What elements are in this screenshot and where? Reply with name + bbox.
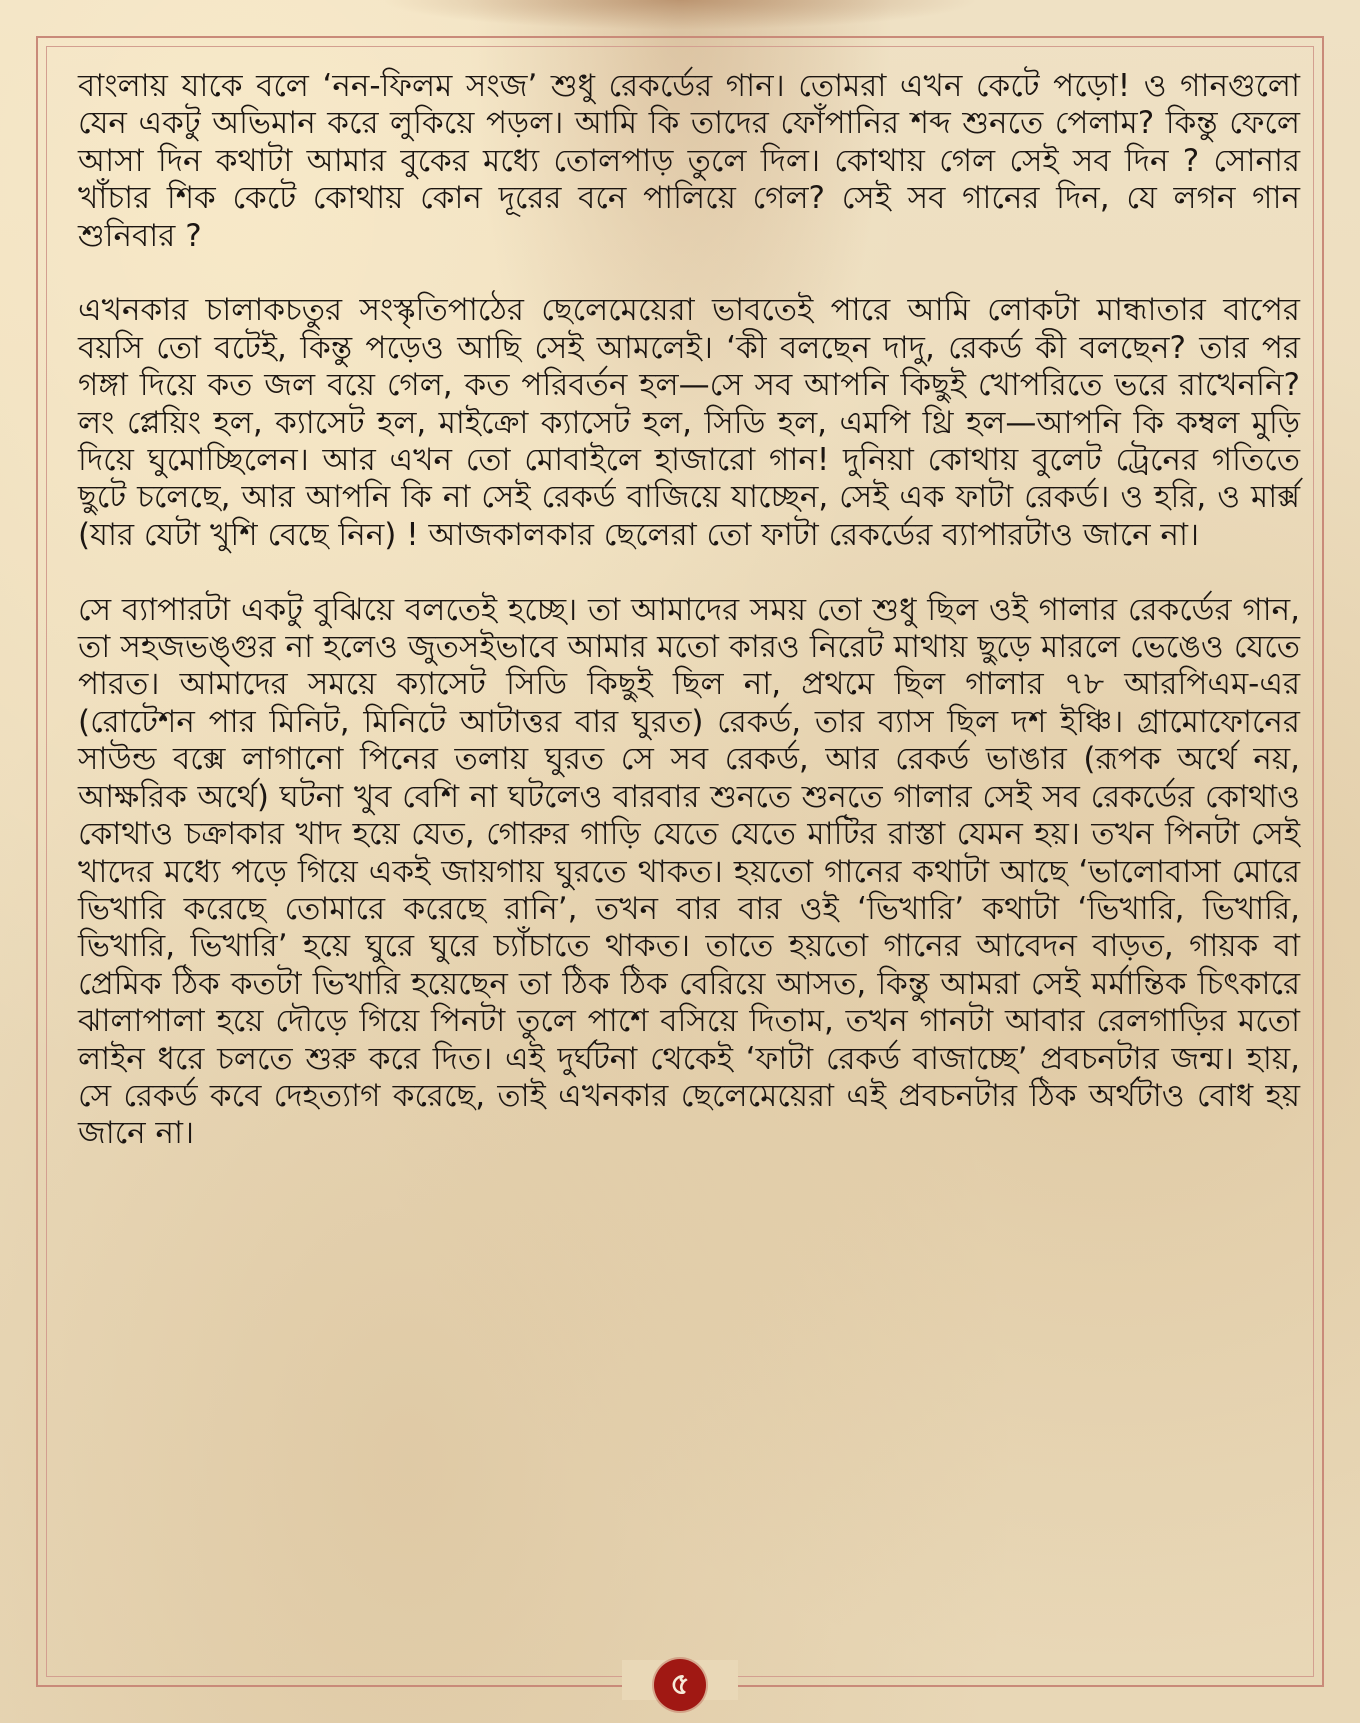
paragraph-1: বাংলায় যাকে বলে ‘নন-ফিলম সংজ’ শুধু রেকর্ডের গান। তোমরা এখন কেটে পড়ো! ও গানগুলো যেন একটু অভিমান করে লুকিয়ে পড়ল। আমি কি তাদের ফোঁপানির শব্দ শুনতে পেলাম? কিন্তু ফেলে আসা দিন কথাটা আমার বুকের মধ্যে তোলপাড় তুলে দিল। কোথায় গেল সেই সব দিন ? সোনার খাঁচার শিক কেটে কোথায় কোন দূরের বনে পালিয়ে গেল? সেই সব গানের দিন, যে লগন গান শুনিবার ? — [78, 68, 1300, 254]
paper-stain — [380, 0, 980, 30]
paragraph-2: এখনকার চালাকচতুর সংস্কৃতিপাঠের ছেলেমেয়েরা ভাবতেই পারে আমি লোকটা মান্ধাতার বাপের বয়সি তো বটেই, কিন্তু পড়েও আছি সেই আমলেই। ‘কী বলছেন দাদু, রেকর্ড কী বলছেন? তার পর গঙ্গা দিয়ে কত জল বয়ে গেল, কত পরিবর্তন হল—সে সব আপনি কিছুই খোপরিতে ভরে রাখেননি? লং প্লেয়িং হল, ক্যাসেট হল, মাইক্রো ক্যাসেট হল, সিডি হল, এমপি থ্রি হল—আপনি কি কম্বল মুড়ি দিয়ে ঘুমোচ্ছিলেন। আর এখন তো মোবাইলে হাজারো গান! দুনিয়া কোথায় বুলেট ট্রেনের গতিতে ছুটে চলেছে, আর আপনি কি না সেই রেকর্ড বাজিয়ে যাচ্ছেন, সেই এক ফাটা রেকর্ড। ও হরি, ও মার্ক্স (যার যেটা খুশি বেছে নিন) ! আজকালকার ছেলেরা তো ফাটা রেকর্ডের ব্যাপারটাও জানে না। — [78, 292, 1300, 553]
article-body — [78, 68, 1300, 1190]
page-number: ৫ — [654, 1659, 706, 1711]
paragraph-3: সে ব্যাপারটা একটু বুঝিয়ে বলতেই হচ্ছে। তা আমাদের সময় তো শুধু ছিল ওই গালার রেকর্ডের গান, তা সহজভঙ্গুর না হলেও জুতসইভাবে আমার মতো কারও নিরেট মাথায় ছুড়ে মারলে ভেঙেও যেতে পারত। আমাদের সময়ে ক্যাসেট সিডি কিছুই ছিল না, প্রথমে ছিল গালার ৭৮ আরপিএম-এর (রোটেশন পার মিনিট, মিনিটে আটাত্তর বার ঘুরত) রেকর্ড, তার ব্যাস ছিল দশ ইঞ্চি। গ্রামোফোনের সাউন্ড বক্সে লাগানো পিনের তলায় ঘুরত সে সব রেকর্ড, আর রেকর্ড ভাঙার (রূপক অর্থে নয়, আক্ষরিক অর্থে) ঘটনা খুব বেশি না ঘটলেও বারবার শুনতে শুনতে গালার সেই সব রেকর্ডের কোথাও কোথাও চক্রাকার খাদ হয়ে যেত, গোরুর গাড়ি যেতে যেতে মাটির রাস্তা যেমন হয়। তখন পিনটা সেই খাদের মধ্যে পড়ে গিয়ে একই জায়গায় ঘুরতে থাকত। হয়তো গানের কথাটা আছে ‘ভালোবাসা মোরে ভিখারি করেছে তোমারে করেছে রানি’, তখন বার বার ওই ‘ভিখারি’ কথাটা ‘ভিখারি, ভিখারি, ভিখারি, ভিখারি’ হয়ে ঘুরে ঘুরে চ্যাঁচাতে থাকত। তাতে হয়তো গানের আবেদন বাড়ত, গায়ক বা প্রেমিক ঠিক কতটা ভিখারি হয়েছেন তা ঠিক ঠিক বেরিয়ে আসত, কিন্তু আমরা সেই মর্মান্তিক চিৎকারে ঝালাপালা হয়ে দৌড়ে গিয়ে পিনটা তুলে পাশে বসিয়ে দিতাম, তখন গানটা আবার রেলগাড়ির মতো লাইন ধরে চলতে শুরু করে দিত। এই দুর্ঘটনা থেকেই ‘ফাটা রেকর্ড বাজাচ্ছে’ প্রবচনটার জন্ম। হায়, সে রেকর্ড কবে দেহত্যাগ করেছে, তাই এখনকার ছেলেমেয়েরা এই প্রবচনটার ঠিক অর্থটাও বোধ হয় জানে না। — [78, 591, 1300, 1152]
